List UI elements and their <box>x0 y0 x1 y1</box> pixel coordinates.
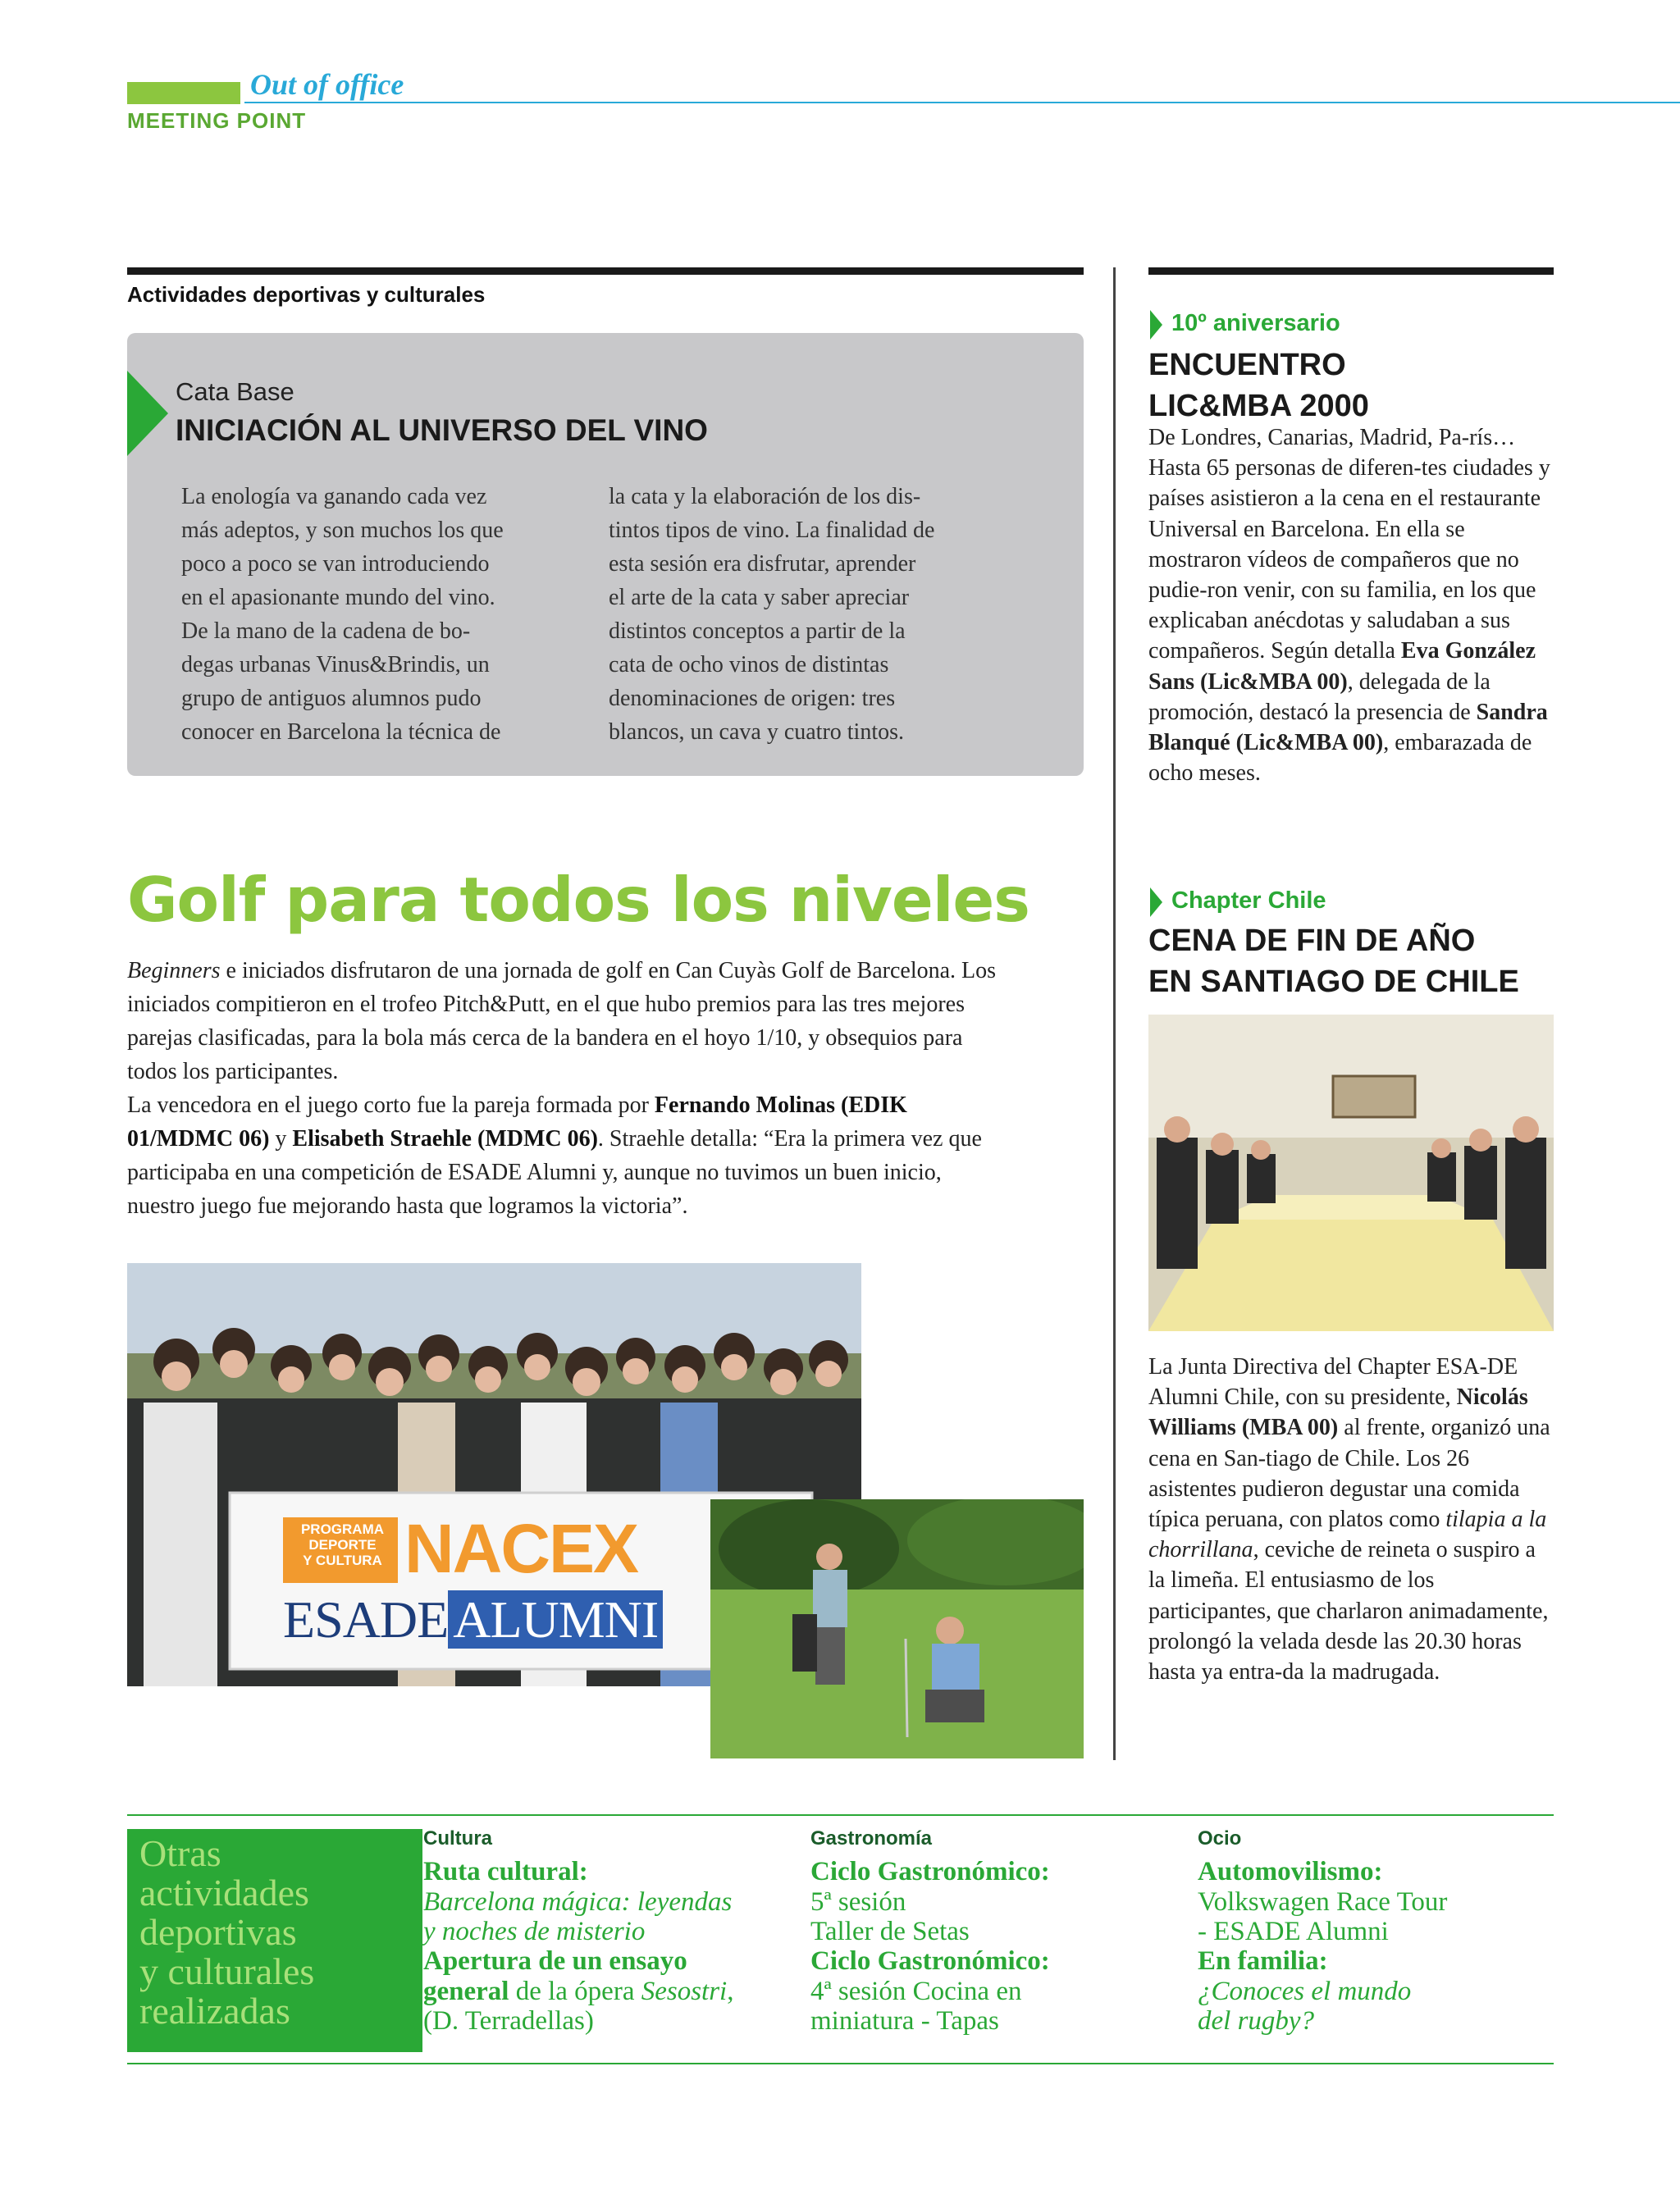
encuentro-name-1: Eva González Sans (Lic&MBA 00) <box>1148 638 1536 695</box>
cultura-text-2a: de la ópera <box>509 1977 641 2006</box>
footer-ocio <box>1198 1827 1559 2036</box>
cultura-text-2c: , (D. Terradellas) <box>423 1977 734 2036</box>
encuentro-title: ENCUENTRO LIC&MBA 2000 <box>1148 348 1369 423</box>
encuentro-text-c: , embarazada de ocho meses. <box>1148 730 1532 787</box>
chile-dinner-photo <box>1148 1015 1554 1331</box>
encuentro-arrow-icon <box>1150 310 1162 340</box>
cultura-heading-2b: general <box>423 1977 509 2006</box>
golf-paragraph-1 <box>127 954 1013 1088</box>
gastronomia-text-2: 4ª sesión Cocina en miniatura - Tapas <box>810 1977 1022 2036</box>
ocio-heading-1: Automovilismo: <box>1198 1857 1383 1886</box>
ocio-text-2: ¿Conoces el mundo del rugby? <box>1198 1977 1412 2036</box>
ocio-heading-2: En familia: <box>1198 1946 1328 1976</box>
gastronomia-text-1: 5ª sesión Taller de Setas <box>810 1887 970 1946</box>
chile-dinner-illustration <box>1148 1015 1554 1331</box>
cultura-text-1: Barcelona mágica: leyendas y noches de misterio <box>423 1887 733 1946</box>
golf-play-illustration <box>710 1499 1084 1758</box>
wine-arrow-icon <box>127 371 168 456</box>
chile-text-c: , ceviche de reineta o suspiro a la limeña. El entusiasmo de los participantes, que charlaron animadamente, prolongó la velada desde las 20.30 horas hasta ya entra-da la madrugada. <box>1148 1537 1549 1685</box>
gastronomia-category: Gastronomía <box>810 1827 933 1850</box>
cultura-heading-1: Ruta cultural: <box>423 1857 588 1886</box>
golf-beginners: Beginners <box>127 958 221 983</box>
golf-p2-text-c: . Straehle detalla: “Era la primera vez que participaba en una competición de ESADE Alumni y, aunque no tuvimos un buen inicio, nuestro juego fue mejorando hasta que logramos la victoria”. <box>127 1126 982 1219</box>
footer-cultura <box>423 1827 784 2036</box>
header-section: MEETING POINT <box>127 108 307 133</box>
cultura-text-2 <box>423 1977 784 2036</box>
encuentro-name-2: Sandra Blanqué (Lic&MBA 00) <box>1148 699 1548 756</box>
encuentro-text-a: De Londres, Canarias, Madrid, Pa-rís… Hasta 65 personas de diferen-tes ciudades y países asistieron a la cena en el restaurante Universal en Barcelona. En ella se mostraron vídeos de compañeros que no pudie-ron venir, con su familia, en los que explicaban anécdotas y saludaban a sus compañeros. Según detalla <box>1148 425 1550 664</box>
banner-esade: ESADE <box>283 1590 449 1649</box>
golf-title: Golf para todos los niveles <box>127 864 1029 936</box>
encuentro-body <box>1148 422 1554 788</box>
banner-line-3: Y CULTURA <box>303 1553 382 1568</box>
column-divider <box>1113 267 1116 1760</box>
banner-alumni: ALUMNI <box>448 1590 663 1649</box>
chile-arrow-icon <box>1150 887 1162 917</box>
wine-title: INICIACIÓN AL UNIVERSO DEL VINO <box>176 413 708 447</box>
header-accent-bar <box>127 82 240 104</box>
wine-text-column-2: la cata y la elaboración de los dis- tintos tipos de vino. La finalidad de esta sesión era disfrutar, aprender el arte de la cata y saber apreciar distintos conceptos a partir de la cata de ocho vinos de distintas denominaciones de origen: tres blancos, un cava y cuatro tintos. <box>609 484 935 745</box>
right-column-rule <box>1148 267 1554 275</box>
golf-body <box>127 954 1013 1223</box>
chile-name-1: Nicolás Williams (MBA 00) <box>1148 1384 1528 1441</box>
chile-body <box>1148 1352 1554 1687</box>
ocio-text-1: Volkswagen Race Tour - ESADE Alumni <box>1198 1887 1448 1946</box>
golf-winner-1: Fernando Molinas (EDIK 01/MDMC 06) <box>127 1092 907 1152</box>
golf-play-photo <box>710 1499 1084 1758</box>
gastronomia-heading-1: Ciclo Gastronómico: <box>810 1857 1050 1886</box>
banner-line-2: DEPORTE <box>308 1537 377 1553</box>
header-kicker: Out of office <box>250 68 404 101</box>
chile-dish: tilapia a la chorrillana <box>1148 1507 1547 1563</box>
chile-text-b: al frente, organizó una cena en San-tiago de Chile. Los 26 asistentes pudieron degustar una comida típica peruana, con platos como <box>1148 1415 1550 1533</box>
header-rule <box>244 102 1680 103</box>
chile-kicker: Chapter Chile <box>1171 887 1326 914</box>
golf-paragraph-2 <box>127 1088 1013 1223</box>
encuentro-kicker: 10º aniversario <box>1171 310 1340 336</box>
section-label: Actividades deportivas y culturales <box>127 282 486 307</box>
golf-p2-text-b: y <box>269 1126 293 1152</box>
chile-title: CENA DE FIN DE AÑO EN SANTIAGO DE CHILE <box>1148 924 1519 999</box>
chile-text-a: La Junta Directiva del Chapter ESA-DE Alumni Chile, con su presidente, <box>1148 1354 1518 1411</box>
golf-winner-2: Elisabeth Straehle (MDMC 06) <box>292 1126 598 1152</box>
golf-p1-text: e iniciados disfrutaron de una jornada de golf en Can Cuyàs Golf de Barcelona. Los iniciados compitieron en el trofeo Pitch&Putt, en el que hubo premios para las tres mejores parejas clasificadas, para la bola más cerca de la bandera en el hoyo 1/10, y obsequios para todos los participantes. <box>127 958 997 1084</box>
banner-esade-alumni <box>283 1590 663 1650</box>
encuentro-text-b: , delegada de la promoción, destacó la presencia de <box>1148 668 1491 725</box>
footer-gastronomia <box>810 1827 1171 2036</box>
footer-rule-top <box>127 1814 1554 1816</box>
wine-text-column-1: La enología va ganando cada vez más adeptos, y son muchos los que poco a poco se van introduciendo en el apasionante mundo del vino. De la mano de la cadena de bo- degas urbanas Vinus&Brindis, un grupo de antiguos alumnos pudo conocer en Barcelona la técnica de <box>181 484 504 745</box>
cultura-opera: Sesostri <box>641 1977 728 2006</box>
banner-program-text <box>291 1521 394 1568</box>
banner-line-1: PROGRAMA <box>300 1521 385 1537</box>
cultura-heading-2: Apertura de un ensayo <box>423 1946 687 1976</box>
footer-title-text: Otras actividades deportivas y culturales realizadas <box>139 1832 315 2032</box>
cultura-category: Cultura <box>423 1827 492 1850</box>
golf-p2-text-a: La vencedora en el juego corto fue la pareja formada por <box>127 1092 655 1118</box>
left-column-rule <box>127 267 1084 275</box>
banner-nacex: NACEX <box>404 1510 638 1587</box>
wine-kicker: Cata Base <box>176 377 294 406</box>
footer-rule-bottom <box>127 2063 1554 2064</box>
ocio-category: Ocio <box>1198 1827 1242 1850</box>
gastronomia-heading-2: Ciclo Gastronómico: <box>810 1946 1050 1976</box>
